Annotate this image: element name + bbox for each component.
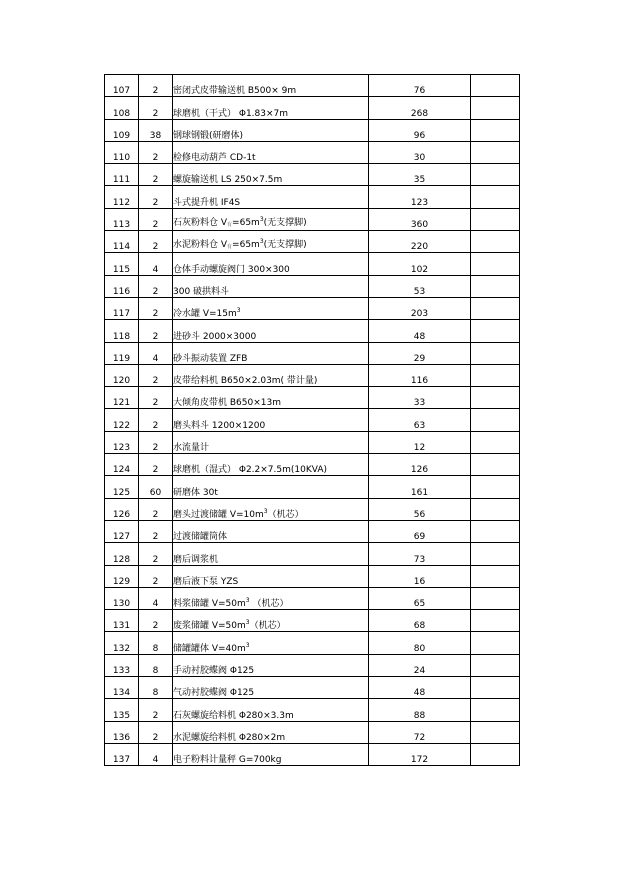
equipment-name: 磨头过渡储罐 V=10m — [173, 509, 264, 520]
equipment-name-cell — [173, 476, 369, 498]
equipment-name-cell — [173, 231, 369, 253]
equipment-name: 水泥粉料仓 V — [173, 240, 228, 251]
remarks-cell — [471, 476, 520, 498]
value-cell: 126 — [369, 454, 471, 476]
value-cell: 360 — [369, 208, 471, 230]
equipment-name-cell — [173, 164, 369, 186]
equipment-name-cell — [173, 610, 369, 632]
row-number-cell: 109 — [105, 119, 139, 141]
row-number-cell: 108 — [105, 97, 139, 119]
equipment-name-cell — [173, 677, 369, 699]
equipment-name-cell — [173, 409, 369, 431]
table-row — [105, 721, 520, 743]
row-number-cell: 126 — [105, 498, 139, 520]
quantity-cell: 2 — [139, 387, 173, 409]
equipment-name-cell — [173, 543, 369, 565]
equipment-name-cell — [173, 208, 369, 230]
unit-superscript: 3 — [245, 619, 250, 627]
value-cell: 268 — [369, 97, 471, 119]
remarks-cell — [471, 543, 520, 565]
table-row — [105, 208, 520, 230]
value-cell: 35 — [369, 164, 471, 186]
remarks-cell — [471, 186, 520, 208]
table-row — [105, 431, 520, 453]
value-cell: 16 — [369, 565, 471, 587]
value-cell: 72 — [369, 721, 471, 743]
equipment-name: 进砂斗 2000×3000 — [173, 331, 257, 342]
remarks-cell — [471, 431, 520, 453]
quantity-cell: 2 — [139, 208, 173, 230]
equipment-name-cell — [173, 587, 369, 609]
table-row — [105, 498, 520, 520]
remarks-cell — [471, 364, 520, 386]
table-row — [105, 231, 520, 253]
remarks-cell — [471, 721, 520, 743]
quantity-cell: 2 — [139, 164, 173, 186]
quantity-cell: 4 — [139, 743, 173, 765]
table-row — [105, 543, 520, 565]
value-cell: 65 — [369, 587, 471, 609]
table-row — [105, 342, 520, 364]
unit-superscript: 3 — [263, 507, 268, 515]
remarks-cell — [471, 498, 520, 520]
equipment-name-cell — [173, 699, 369, 721]
remarks-cell — [471, 610, 520, 632]
remarks-cell — [471, 409, 520, 431]
row-number-cell: 122 — [105, 409, 139, 431]
equipment-name-cell — [173, 275, 369, 297]
row-number-cell: 128 — [105, 543, 139, 565]
value-cell: 88 — [369, 699, 471, 721]
row-number-cell: 132 — [105, 632, 139, 654]
remarks-cell — [471, 141, 520, 163]
remarks-cell — [471, 743, 520, 765]
remarks-cell — [471, 297, 520, 319]
quantity-cell: 8 — [139, 677, 173, 699]
equipment-table-body — [105, 75, 520, 766]
table-row — [105, 454, 520, 476]
equipment-name: 磨后调浆机 — [173, 554, 219, 565]
equipment-name-cell — [173, 565, 369, 587]
value-cell: 48 — [369, 320, 471, 342]
value-cell: 12 — [369, 431, 471, 453]
quantity-cell: 2 — [139, 75, 173, 97]
equipment-name: 废浆储罐 V=50m — [173, 621, 246, 632]
equipment-name-note: (无支撑脚) — [263, 240, 307, 251]
table-row — [105, 364, 520, 386]
remarks-cell — [471, 208, 520, 230]
table-row — [105, 253, 520, 275]
table-row — [105, 320, 520, 342]
table-row — [105, 141, 520, 163]
row-number-cell: 131 — [105, 610, 139, 632]
equipment-name: 大倾角皮带机 B650×13m — [173, 398, 281, 409]
quantity-cell: 8 — [139, 632, 173, 654]
equipment-name-cell — [173, 119, 369, 141]
name-subscript-note: 有 — [227, 244, 233, 251]
equipment-name-note: （机芯） — [249, 621, 286, 632]
equipment-name: 仓体手动螺旋阀门 300×300 — [173, 264, 290, 275]
quantity-cell: 2 — [139, 97, 173, 119]
remarks-cell — [471, 699, 520, 721]
equipment-name-note: （机芯） — [249, 599, 289, 610]
row-number-cell: 124 — [105, 454, 139, 476]
quantity-cell: 2 — [139, 320, 173, 342]
table-row — [105, 164, 520, 186]
equipment-name-cell — [173, 253, 369, 275]
value-cell: 73 — [369, 543, 471, 565]
table-row — [105, 654, 520, 676]
quantity-cell: 2 — [139, 231, 173, 253]
equipment-name: 砂斗振动装置 ZFB — [173, 353, 248, 364]
row-number-cell: 113 — [105, 208, 139, 230]
quantity-cell: 4 — [139, 253, 173, 275]
value-cell: 63 — [369, 409, 471, 431]
row-number-cell: 112 — [105, 186, 139, 208]
equipment-name: 石灰螺旋给料机 Φ280×3.3m — [173, 710, 294, 721]
quantity-cell: 2 — [139, 721, 173, 743]
quantity-cell: 2 — [139, 498, 173, 520]
value-cell: 220 — [369, 231, 471, 253]
equipment-name: 冷水罐 V=15m — [173, 309, 237, 320]
value-cell: 80 — [369, 632, 471, 654]
quantity-cell: 2 — [139, 431, 173, 453]
equipment-name: 斗式提升机 IF4S — [173, 197, 241, 208]
equipment-name-volume: =65m — [232, 218, 260, 229]
table-row — [105, 743, 520, 765]
table-row — [105, 565, 520, 587]
quantity-cell: 2 — [139, 610, 173, 632]
table-row — [105, 677, 520, 699]
value-cell: 172 — [369, 743, 471, 765]
equipment-name-cell — [173, 632, 369, 654]
equipment-name-note: （机芯） — [267, 509, 304, 520]
value-cell: 123 — [369, 186, 471, 208]
equipment-name: 磨头料斗 1200×1200 — [173, 420, 266, 431]
equipment-name-cell — [173, 75, 369, 97]
equipment-name: 料浆储罐 V=50m — [173, 599, 246, 610]
unit-superscript: 3 — [259, 216, 264, 224]
table-row — [105, 632, 520, 654]
remarks-cell — [471, 97, 520, 119]
row-number-cell: 135 — [105, 699, 139, 721]
remarks-cell — [471, 565, 520, 587]
quantity-cell: 38 — [139, 119, 173, 141]
row-number-cell: 119 — [105, 342, 139, 364]
quantity-cell: 8 — [139, 654, 173, 676]
quantity-cell: 2 — [139, 565, 173, 587]
equipment-name-cell — [173, 387, 369, 409]
row-number-cell: 120 — [105, 364, 139, 386]
value-cell: 76 — [369, 75, 471, 97]
row-number-cell: 125 — [105, 476, 139, 498]
row-number-cell: 116 — [105, 275, 139, 297]
equipment-name-cell — [173, 654, 369, 676]
row-number-cell: 115 — [105, 253, 139, 275]
value-cell: 53 — [369, 275, 471, 297]
equipment-name: 密闭式皮带输送机 B500× 9m — [173, 86, 297, 97]
remarks-cell — [471, 164, 520, 186]
remarks-cell — [471, 387, 520, 409]
equipment-name: 气动衬胶蝶阀 Φ125 — [173, 688, 255, 699]
value-cell: 69 — [369, 520, 471, 542]
equipment-name-cell — [173, 743, 369, 765]
name-subscript-note: 有 — [227, 222, 233, 229]
value-cell: 33 — [369, 387, 471, 409]
equipment-name-cell — [173, 297, 369, 319]
equipment-name: 检修电动葫芦 CD-1t — [173, 153, 256, 164]
equipment-name-note: (无支撑脚) — [263, 218, 307, 229]
table-row — [105, 75, 520, 97]
equipment-name: 皮带给料机 B650×2.03m( 带计量) — [173, 376, 318, 387]
row-number-cell: 127 — [105, 520, 139, 542]
value-cell: 29 — [369, 342, 471, 364]
remarks-cell — [471, 454, 520, 476]
quantity-cell: 2 — [139, 699, 173, 721]
row-number-cell: 137 — [105, 743, 139, 765]
unit-superscript: 3 — [245, 641, 250, 649]
row-number-cell: 107 — [105, 75, 139, 97]
equipment-name-cell — [173, 498, 369, 520]
equipment-name-cell — [173, 97, 369, 119]
row-number-cell: 134 — [105, 677, 139, 699]
remarks-cell — [471, 253, 520, 275]
equipment-name-volume: =65m — [232, 240, 260, 251]
equipment-name: 水流量计 — [173, 443, 210, 454]
value-cell: 68 — [369, 610, 471, 632]
equipment-name-cell — [173, 186, 369, 208]
value-cell: 102 — [369, 253, 471, 275]
row-number-cell: 118 — [105, 320, 139, 342]
quantity-cell: 2 — [139, 275, 173, 297]
unit-superscript: 3 — [259, 238, 264, 246]
row-number-cell: 117 — [105, 297, 139, 319]
equipment-name: 球磨机（湿式） Φ2.2×7.5m(10KVA) — [173, 465, 327, 476]
remarks-cell — [471, 342, 520, 364]
quantity-cell: 2 — [139, 364, 173, 386]
row-number-cell: 114 — [105, 231, 139, 253]
value-cell: 116 — [369, 364, 471, 386]
value-cell: 203 — [369, 297, 471, 319]
equipment-name-cell — [173, 342, 369, 364]
value-cell: 30 — [369, 141, 471, 163]
value-cell: 48 — [369, 677, 471, 699]
table-row — [105, 520, 520, 542]
equipment-name: 磨后液下泵 YZS — [173, 576, 239, 587]
row-number-cell: 130 — [105, 587, 139, 609]
equipment-name-cell — [173, 721, 369, 743]
equipment-name: 球磨机（干式） Φ1.83×7m — [173, 108, 289, 119]
equipment-name: 水泥螺旋给料机 Φ280×2m — [173, 732, 286, 743]
table-row — [105, 297, 520, 319]
remarks-cell — [471, 119, 520, 141]
value-cell: 56 — [369, 498, 471, 520]
quantity-cell: 2 — [139, 454, 173, 476]
row-number-cell: 110 — [105, 141, 139, 163]
remarks-cell — [471, 231, 520, 253]
equipment-name-cell — [173, 320, 369, 342]
remarks-cell — [471, 632, 520, 654]
equipment-name: 研磨体 30t — [173, 487, 218, 498]
equipment-name-cell — [173, 520, 369, 542]
value-cell: 24 — [369, 654, 471, 676]
table-row — [105, 97, 520, 119]
row-number-cell: 129 — [105, 565, 139, 587]
table-row — [105, 409, 520, 431]
quantity-cell: 60 — [139, 476, 173, 498]
quantity-cell: 2 — [139, 520, 173, 542]
equipment-name-cell — [173, 431, 369, 453]
equipment-name: 石灰粉料仓 V — [173, 218, 228, 229]
unit-superscript: 3 — [245, 597, 250, 605]
row-number-cell: 121 — [105, 387, 139, 409]
quantity-cell: 2 — [139, 297, 173, 319]
equipment-name: 钢球钢锻(研磨体) — [173, 130, 244, 141]
table-row — [105, 119, 520, 141]
row-number-cell: 136 — [105, 721, 139, 743]
row-number-cell: 133 — [105, 654, 139, 676]
unit-superscript: 3 — [236, 307, 241, 315]
remarks-cell — [471, 587, 520, 609]
row-number-cell: 111 — [105, 164, 139, 186]
quantity-cell: 2 — [139, 141, 173, 163]
remarks-cell — [471, 520, 520, 542]
equipment-name: 电子粉料计量秤 G=700kg — [173, 755, 282, 766]
remarks-cell — [471, 275, 520, 297]
quantity-cell: 4 — [139, 342, 173, 364]
table-row — [105, 476, 520, 498]
table-row — [105, 275, 520, 297]
remarks-cell — [471, 75, 520, 97]
equipment-name: 手动衬胶蝶阀 Φ125 — [173, 666, 255, 677]
equipment-name-cell — [173, 364, 369, 386]
table-row — [105, 610, 520, 632]
equipment-name: 300 破拱料斗 — [173, 286, 230, 297]
quantity-cell: 2 — [139, 409, 173, 431]
equipment-table — [104, 74, 520, 766]
remarks-cell — [471, 677, 520, 699]
equipment-name-cell — [173, 454, 369, 476]
equipment-name: 储罐罐体 V=40m — [173, 643, 246, 654]
quantity-cell: 2 — [139, 543, 173, 565]
quantity-cell: 4 — [139, 587, 173, 609]
equipment-name: 螺旋输送机 LS 250×7.5m — [173, 175, 283, 186]
table-row — [105, 699, 520, 721]
row-number-cell: 123 — [105, 431, 139, 453]
remarks-cell — [471, 320, 520, 342]
table-row — [105, 186, 520, 208]
quantity-cell: 2 — [139, 186, 173, 208]
equipment-name-cell — [173, 141, 369, 163]
equipment-name: 过渡储罐筒体 — [173, 532, 228, 543]
value-cell: 161 — [369, 476, 471, 498]
table-row — [105, 387, 520, 409]
remarks-cell — [471, 654, 520, 676]
value-cell: 96 — [369, 119, 471, 141]
table-row — [105, 587, 520, 609]
